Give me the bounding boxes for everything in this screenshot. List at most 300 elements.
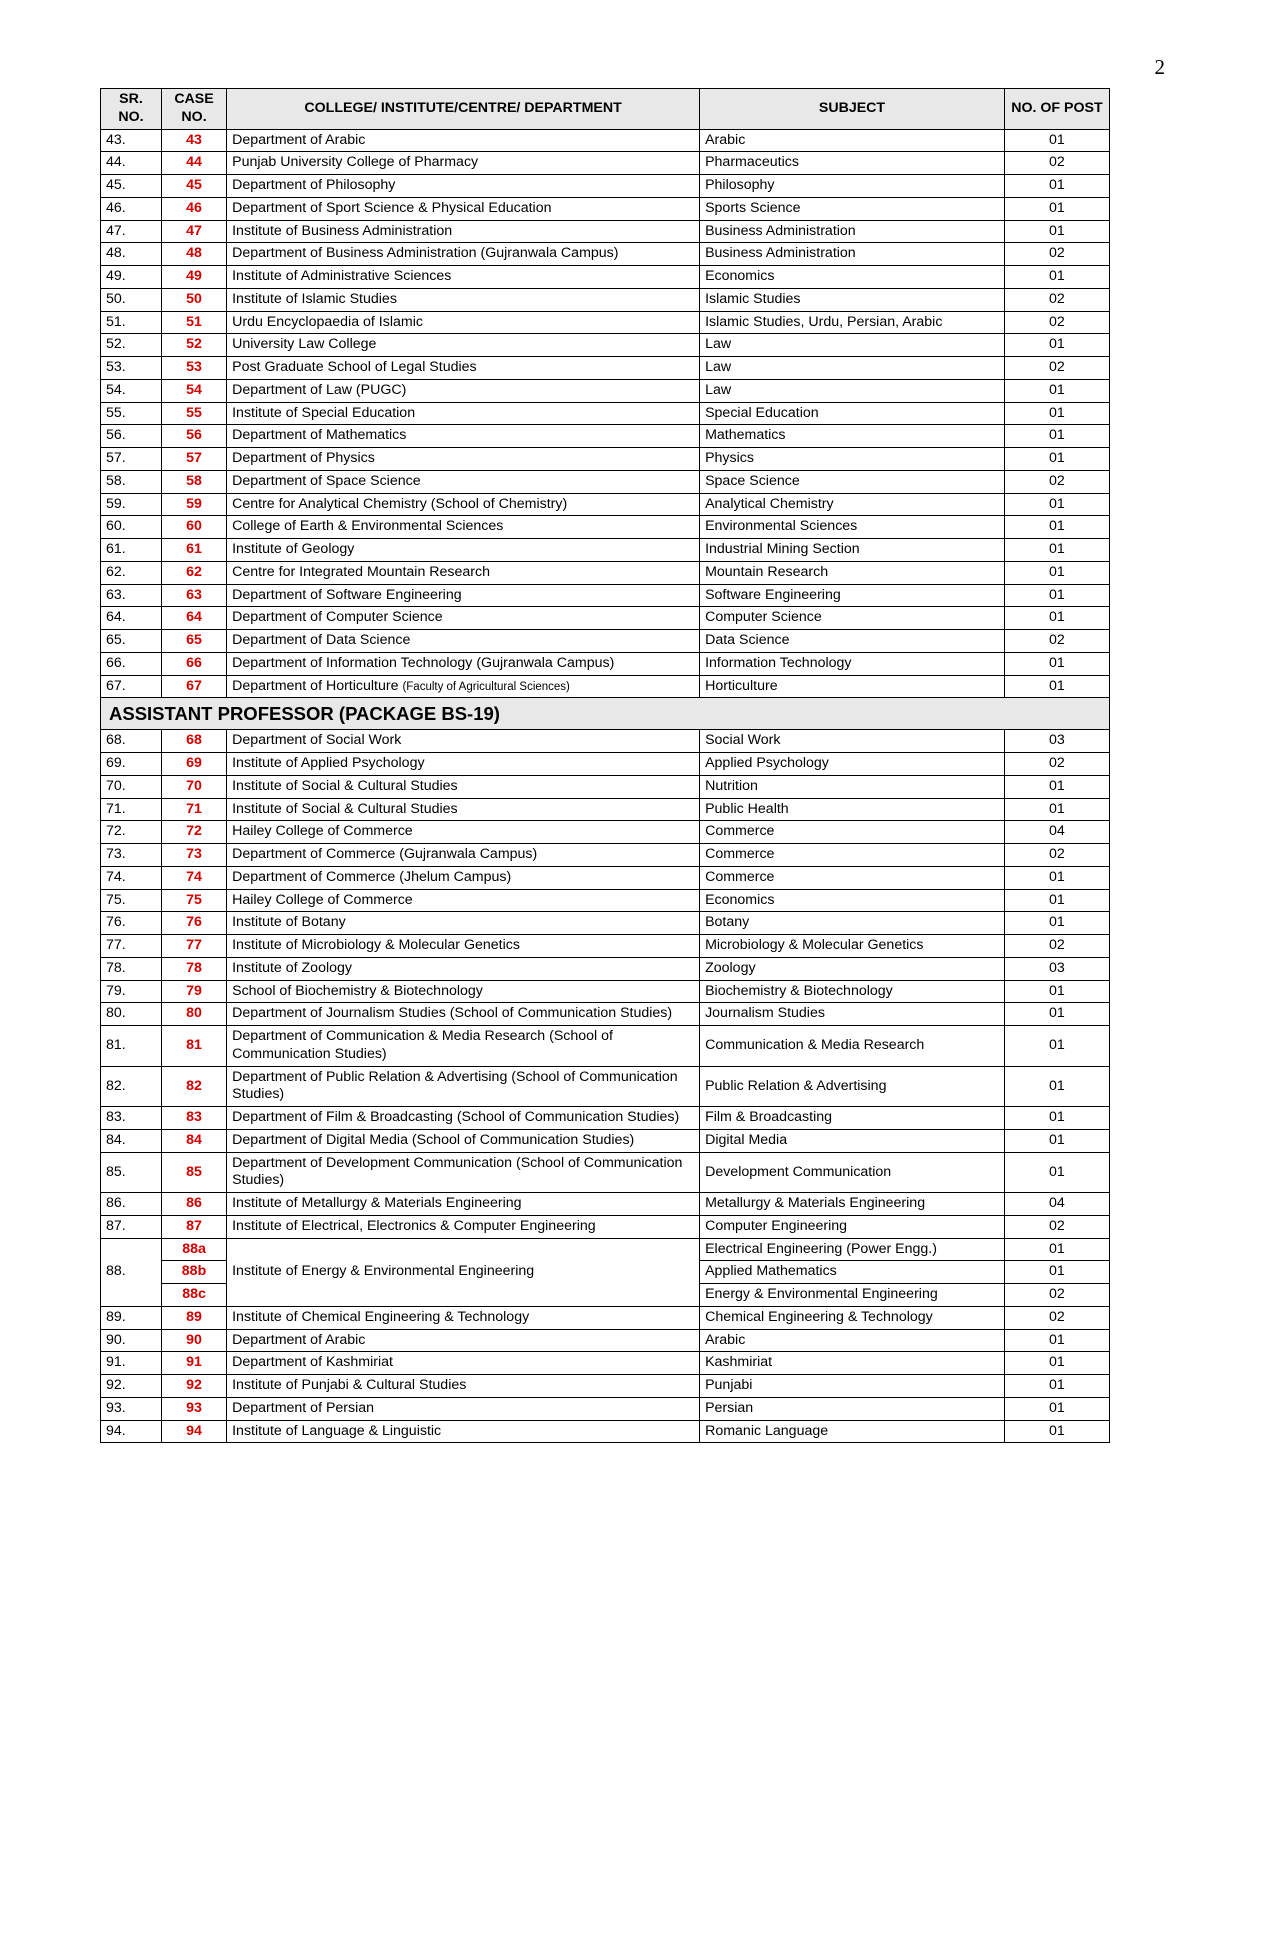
cell-case-no: 45 [161,175,226,198]
table-row [101,1329,1110,1352]
table-row [101,675,1110,698]
cell-sr-no: 82. [101,1066,162,1107]
cell-posts: 01 [1004,220,1109,243]
cell-department: Institute of Language & Linguistic [227,1420,700,1443]
cell-sr-no: 76. [101,912,162,935]
cell-department: Department of Public Relation & Advertising (School of Communication Studies) [227,1066,700,1107]
cell-sr-no: 44. [101,152,162,175]
cell-department: Department of Information Technology (Gujranwala Campus) [227,652,700,675]
cell-department: Department of Social Work [227,730,700,753]
cell-case-no: 64 [161,607,226,630]
cell-case-no: 88a [161,1238,226,1261]
table-row [101,175,1110,198]
cell-case-no: 86 [161,1193,226,1216]
cell-sr-no: 81. [101,1026,162,1067]
cell-department: Institute of Metallurgy & Materials Engineering [227,1193,700,1216]
cell-department: Post Graduate School of Legal Studies [227,357,700,380]
cell-department: Institute of Chemical Engineering & Technology [227,1306,700,1329]
table-row [101,561,1110,584]
cell-posts: 02 [1004,470,1109,493]
cell-case-no: 88b [161,1261,226,1284]
cell-department: Punjab University College of Pharmacy [227,152,700,175]
cell-posts: 02 [1004,844,1109,867]
cell-posts: 01 [1004,561,1109,584]
cell-department: Department of Data Science [227,630,700,653]
table-row [101,129,1110,152]
cell-subject: Applied Psychology [700,753,1005,776]
cell-posts: 01 [1004,379,1109,402]
cell-department: Institute of Electrical, Electronics & Computer Engineering [227,1215,700,1238]
cell-posts: 02 [1004,288,1109,311]
cell-posts: 02 [1004,753,1109,776]
cell-subject: Zoology [700,957,1005,980]
cell-case-no: 46 [161,197,226,220]
cell-case-no: 89 [161,1306,226,1329]
cell-posts: 01 [1004,980,1109,1003]
cell-subject: Special Education [700,402,1005,425]
cell-case-no: 77 [161,935,226,958]
cell-subject: Mountain Research [700,561,1005,584]
cell-department: Institute of Social & Cultural Studies [227,775,700,798]
cell-subject: Film & Broadcasting [700,1107,1005,1130]
cell-subject: Social Work [700,730,1005,753]
cell-department: Hailey College of Commerce [227,889,700,912]
cell-sr-no: 78. [101,957,162,980]
table-row [101,357,1110,380]
cell-department: Hailey College of Commerce [227,821,700,844]
cell-posts: 01 [1004,1420,1109,1443]
cell-posts: 01 [1004,402,1109,425]
cell-department: College of Earth & Environmental Sciences [227,516,700,539]
cell-sr-no: 73. [101,844,162,867]
cell-case-no: 52 [161,334,226,357]
cell-department: Department of Computer Science [227,607,700,630]
cell-department: Institute of Administrative Sciences [227,266,700,289]
cell-case-no: 62 [161,561,226,584]
cell-subject: Biochemistry & Biotechnology [700,980,1005,1003]
cell-posts: 01 [1004,675,1109,698]
table-row [101,334,1110,357]
cell-subject: Public Relation & Advertising [700,1066,1005,1107]
cell-subject: Islamic Studies, Urdu, Persian, Arabic [700,311,1005,334]
cell-posts: 01 [1004,197,1109,220]
cell-department: Department of Persian [227,1397,700,1420]
cell-subject: Sports Science [700,197,1005,220]
cell-subject: Public Health [700,798,1005,821]
cell-posts: 02 [1004,1284,1109,1307]
cell-case-no: 47 [161,220,226,243]
table-header-row [101,89,1110,130]
cell-posts: 01 [1004,1107,1109,1130]
cell-case-no: 81 [161,1026,226,1067]
cell-subject: Botany [700,912,1005,935]
cell-case-no: 54 [161,379,226,402]
cell-department: Department of Philosophy [227,175,700,198]
cell-sr-no: 65. [101,630,162,653]
table-row [101,220,1110,243]
cell-posts: 03 [1004,957,1109,980]
cell-department: School of Biochemistry & Biotechnology [227,980,700,1003]
cell-sr-no: 47. [101,220,162,243]
cell-sr-no: 66. [101,652,162,675]
cell-department: Department of Communication & Media Research (School of Communication Studies) [227,1026,700,1067]
table-row [101,379,1110,402]
cell-subject: Philosophy [700,175,1005,198]
table-row [101,266,1110,289]
table-row [101,1003,1110,1026]
cell-department: Department of Arabic [227,129,700,152]
cell-subject: Law [700,379,1005,402]
cell-sr-no: 94. [101,1420,162,1443]
cell-sr-no: 48. [101,243,162,266]
cell-posts: 01 [1004,1238,1109,1261]
cell-subject: Analytical Chemistry [700,493,1005,516]
cell-sr-no: 52. [101,334,162,357]
table-row [101,798,1110,821]
table-row [101,311,1110,334]
cell-department: Institute of Microbiology & Molecular Genetics [227,935,700,958]
cell-department: Institute of Geology [227,539,700,562]
cell-case-no: 44 [161,152,226,175]
cell-case-no: 80 [161,1003,226,1026]
table-row [101,607,1110,630]
cell-subject: Chemical Engineering & Technology [700,1306,1005,1329]
cell-sr-no: 70. [101,775,162,798]
table-row [101,1129,1110,1152]
cell-sr-no: 49. [101,266,162,289]
table-header [101,89,1110,130]
cell-department: Institute of Special Education [227,402,700,425]
cell-posts: 01 [1004,584,1109,607]
cell-subject: Space Science [700,470,1005,493]
table-row [101,652,1110,675]
cell-department: Department of Kashmiriat [227,1352,700,1375]
cell-case-no: 63 [161,584,226,607]
cell-sr-no: 87. [101,1215,162,1238]
cell-posts: 02 [1004,243,1109,266]
cell-subject: Physics [700,448,1005,471]
cell-sr-no: 45. [101,175,162,198]
cell-department: Department of Arabic [227,1329,700,1352]
cell-case-no: 79 [161,980,226,1003]
cell-sr-no: 83. [101,1107,162,1130]
table-row [101,1352,1110,1375]
cell-subject: Pharmaceutics [700,152,1005,175]
table-row [101,1375,1110,1398]
cell-posts: 01 [1004,652,1109,675]
cell-case-no: 71 [161,798,226,821]
table-row [101,1152,1110,1193]
cell-posts: 01 [1004,1003,1109,1026]
cell-posts: 01 [1004,1329,1109,1352]
cell-subject: Business Administration [700,220,1005,243]
cell-posts: 01 [1004,1066,1109,1107]
cell-sr-no: 64. [101,607,162,630]
cell-posts: 01 [1004,775,1109,798]
cell-case-no: 90 [161,1329,226,1352]
cell-subject: Electrical Engineering (Power Engg.) [700,1238,1005,1261]
cell-subject: Arabic [700,129,1005,152]
cell-department: Institute of Business Administration [227,220,700,243]
cell-posts: 01 [1004,1397,1109,1420]
table-row [101,630,1110,653]
table-row [101,402,1110,425]
cell-department: Institute of Punjabi & Cultural Studies [227,1375,700,1398]
table-row [101,493,1110,516]
table-row [101,448,1110,471]
cell-posts: 02 [1004,311,1109,334]
cell-sr-no: 69. [101,753,162,776]
table-row [101,425,1110,448]
cell-case-no: 56 [161,425,226,448]
vacancy-table [100,88,1110,1443]
table-row [101,775,1110,798]
cell-subject: Metallurgy & Materials Engineering [700,1193,1005,1216]
table-row [101,1397,1110,1420]
cell-subject: Business Administration [700,243,1005,266]
cell-case-no: 74 [161,866,226,889]
cell-case-no: 49 [161,266,226,289]
cell-subject: Kashmiriat [700,1352,1005,1375]
cell-posts: 01 [1004,912,1109,935]
cell-department: Department of Physics [227,448,700,471]
section-heading-row [101,698,1110,730]
cell-department: Department of Digital Media (School of Communication Studies) [227,1129,700,1152]
cell-posts: 01 [1004,1261,1109,1284]
cell-sr-no: 85. [101,1152,162,1193]
cell-subject: Commerce [700,821,1005,844]
cell-case-no: 93 [161,1397,226,1420]
cell-posts: 02 [1004,1306,1109,1329]
table-row [101,1420,1110,1443]
cell-subject: Punjabi [700,1375,1005,1398]
cell-posts: 01 [1004,1026,1109,1067]
page-number: 2 [1154,55,1165,79]
cell-case-no: 73 [161,844,226,867]
section-heading: ASSISTANT PROFESSOR (PACKAGE BS-19) [101,698,1110,730]
cell-sr-no: 93. [101,1397,162,1420]
cell-subject: Romanic Language [700,1420,1005,1443]
department-note: (Faculty of Agricultural Sciences) [402,680,570,693]
cell-subject: Communication & Media Research [700,1026,1005,1067]
cell-subject: Data Science [700,630,1005,653]
cell-posts: 01 [1004,175,1109,198]
cell-case-no: 43 [161,129,226,152]
cell-subject: Environmental Sciences [700,516,1005,539]
cell-sr-no: 67. [101,675,162,698]
cell-posts: 02 [1004,152,1109,175]
cell-case-no: 59 [161,493,226,516]
cell-subject: Islamic Studies [700,288,1005,311]
cell-posts: 01 [1004,448,1109,471]
cell-department: Institute of Zoology [227,957,700,980]
cell-sr-no: 61. [101,539,162,562]
cell-department: Centre for Analytical Chemistry (School of Chemistry) [227,493,700,516]
cell-case-no: 61 [161,539,226,562]
cell-case-no: 94 [161,1420,226,1443]
cell-subject: Industrial Mining Section [700,539,1005,562]
table-row [101,753,1110,776]
cell-sr-no: 91. [101,1352,162,1375]
table-row [101,152,1110,175]
cell-posts: 01 [1004,539,1109,562]
cell-subject: Economics [700,889,1005,912]
cell-posts: 01 [1004,334,1109,357]
column-header-sr-no: SR. NO. [101,89,162,130]
cell-case-no: 76 [161,912,226,935]
cell-subject: Energy & Environmental Engineering [700,1284,1005,1307]
cell-case-no: 84 [161,1129,226,1152]
cell-sr-no: 90. [101,1329,162,1352]
cell-sr-no: 79. [101,980,162,1003]
cell-department: Department of Development Communication (School of Communication Studies) [227,1152,700,1193]
cell-case-no: 78 [161,957,226,980]
cell-subject: Journalism Studies [700,1003,1005,1026]
cell-posts: 01 [1004,1152,1109,1193]
column-header-subject: SUBJECT [700,89,1005,130]
cell-subject: Microbiology & Molecular Genetics [700,935,1005,958]
cell-case-no: 53 [161,357,226,380]
cell-posts: 01 [1004,1375,1109,1398]
table-row [101,821,1110,844]
column-header-department: COLLEGE/ INSTITUTE/CENTRE/ DEPARTMENT [227,89,700,130]
cell-department: Department of Law (PUGC) [227,379,700,402]
table-row [101,1107,1110,1130]
cell-sr-no: 43. [101,129,162,152]
cell-subject: Mathematics [700,425,1005,448]
table-row [101,1193,1110,1216]
cell-department: Department of Space Science [227,470,700,493]
cell-sr-no: 46. [101,197,162,220]
cell-department: Institute of Social & Cultural Studies [227,798,700,821]
table-row [101,516,1110,539]
cell-department: Institute of Islamic Studies [227,288,700,311]
table-row [101,844,1110,867]
cell-case-no: 69 [161,753,226,776]
cell-subject: Commerce [700,844,1005,867]
cell-case-no: 82 [161,1066,226,1107]
cell-subject: Development Communication [700,1152,1005,1193]
cell-posts: 01 [1004,1129,1109,1152]
cell-sr-no: 53. [101,357,162,380]
cell-sr-no: 80. [101,1003,162,1026]
cell-sr-no: 51. [101,311,162,334]
cell-subject: Arabic [700,1329,1005,1352]
table-row [101,1215,1110,1238]
cell-subject: Law [700,357,1005,380]
cell-posts: 01 [1004,516,1109,539]
cell-subject: Applied Mathematics [700,1261,1005,1284]
column-header-posts: NO. OF POST [1004,89,1109,130]
cell-case-no: 66 [161,652,226,675]
cell-sr-no: 58. [101,470,162,493]
cell-sr-no: 63. [101,584,162,607]
cell-posts: 02 [1004,357,1109,380]
cell-sr-no: 75. [101,889,162,912]
cell-department: Department of Commerce (Gujranwala Campus) [227,844,700,867]
cell-posts: 02 [1004,1215,1109,1238]
cell-sr-no: 77. [101,935,162,958]
cell-sr-no: 60. [101,516,162,539]
cell-department: Centre for Integrated Mountain Research [227,561,700,584]
cell-sr-no: 57. [101,448,162,471]
cell-case-no: 48 [161,243,226,266]
cell-sr-no: 89. [101,1306,162,1329]
cell-department: Institute of Botany [227,912,700,935]
cell-case-no: 58 [161,470,226,493]
table-row [101,912,1110,935]
cell-case-no: 75 [161,889,226,912]
cell-case-no: 55 [161,402,226,425]
cell-posts: 01 [1004,798,1109,821]
cell-subject: Persian [700,1397,1005,1420]
cell-case-no: 83 [161,1107,226,1130]
cell-sr-no: 55. [101,402,162,425]
cell-subject: Horticulture [700,675,1005,698]
cell-department: Department of Film & Broadcasting (School of Communication Studies) [227,1107,700,1130]
cell-department: Urdu Encyclopaedia of Islamic [227,311,700,334]
cell-case-no: 88c [161,1284,226,1307]
cell-posts: 01 [1004,1352,1109,1375]
cell-subject: Computer Engineering [700,1215,1005,1238]
cell-department: Department of Journalism Studies (School of Communication Studies) [227,1003,700,1026]
table-row [101,584,1110,607]
cell-case-no: 87 [161,1215,226,1238]
cell-sr-no: 92. [101,1375,162,1398]
cell-subject: Economics [700,266,1005,289]
table-row [101,866,1110,889]
table-row [101,730,1110,753]
cell-subject: Digital Media [700,1129,1005,1152]
cell-subject: Commerce [700,866,1005,889]
cell-case-no: 67 [161,675,226,698]
cell-sr-no: 74. [101,866,162,889]
cell-case-no: 50 [161,288,226,311]
cell-sr-no: 86. [101,1193,162,1216]
cell-department: Department of Mathematics [227,425,700,448]
cell-posts: 01 [1004,493,1109,516]
cell-sr-no: 68. [101,730,162,753]
cell-case-no: 85 [161,1152,226,1193]
cell-posts: 01 [1004,866,1109,889]
cell-sr-no: 88. [101,1238,162,1306]
cell-department: Institute of Energy & Environmental Engineering [227,1238,700,1306]
cell-department: Department of Sport Science & Physical Education [227,197,700,220]
cell-posts: 01 [1004,889,1109,912]
cell-sr-no: 54. [101,379,162,402]
cell-posts: 02 [1004,630,1109,653]
table-row [101,288,1110,311]
cell-sr-no: 50. [101,288,162,311]
table-row [101,243,1110,266]
table-row [101,1306,1110,1329]
table-row [101,470,1110,493]
cell-sr-no: 56. [101,425,162,448]
cell-department: University Law College [227,334,700,357]
cell-posts: 04 [1004,1193,1109,1216]
cell-case-no: 51 [161,311,226,334]
cell-subject: Law [700,334,1005,357]
cell-subject: Nutrition [700,775,1005,798]
table-row [101,889,1110,912]
table-row [101,197,1110,220]
cell-department: Department of Software Engineering [227,584,700,607]
cell-posts: 04 [1004,821,1109,844]
cell-posts: 02 [1004,935,1109,958]
column-header-case-no: CASE NO. [161,89,226,130]
cell-sr-no: 59. [101,493,162,516]
cell-department: Department of Horticulture (Faculty of Agricultural Sciences) [227,675,700,698]
